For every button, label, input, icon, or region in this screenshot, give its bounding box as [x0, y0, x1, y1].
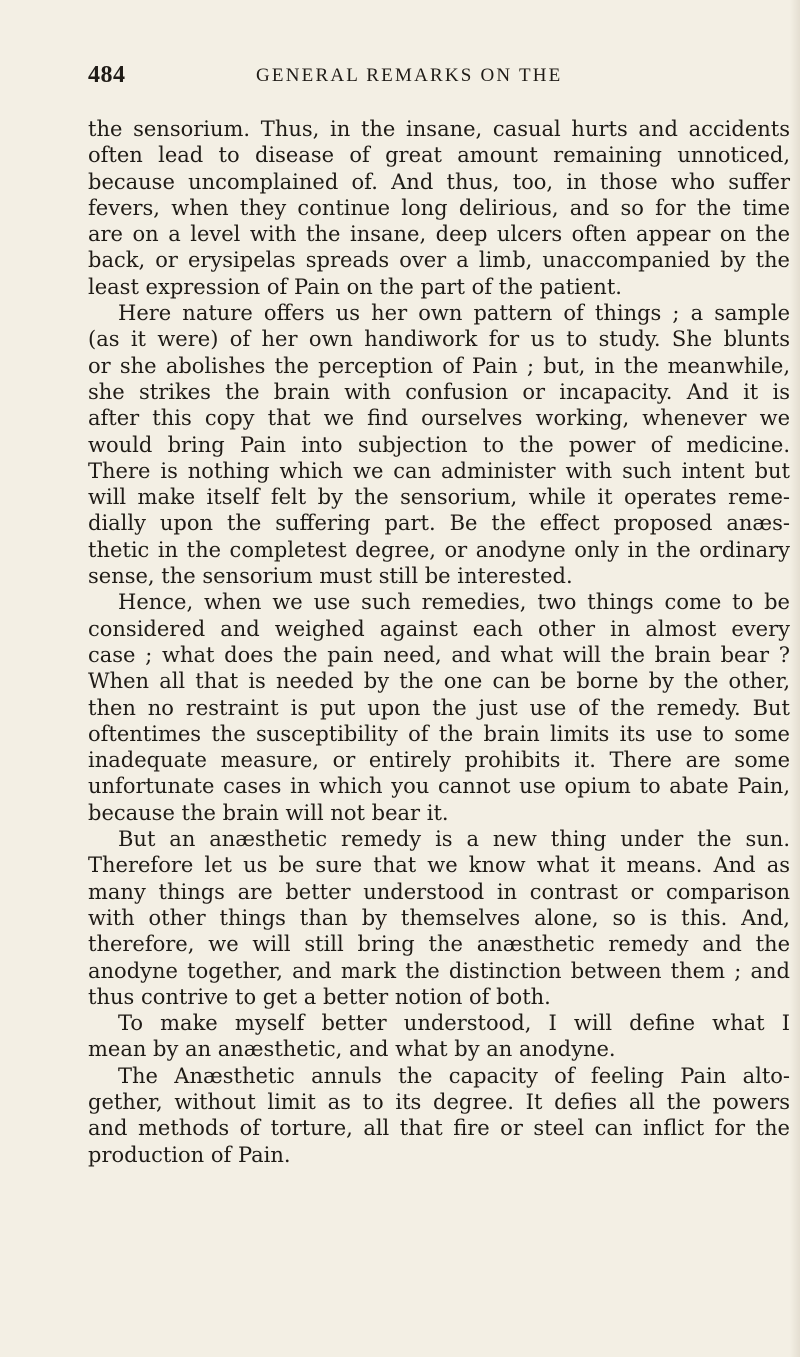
text-line: she strikes the brain with confusion or incapacity. And it is: [88, 379, 790, 404]
page-edge-shadow: [790, 0, 800, 1357]
text-line: Hence, when we use such remedies, two things come to be: [118, 590, 790, 615]
text-line: To make myself better understood, I will define what I: [118, 1011, 790, 1036]
page-number: 484: [88, 62, 126, 88]
text-line: fevers, when they continue long delirious, and so for the time: [88, 195, 790, 220]
text-line: anodyne together, and mark the distinction between them ; and: [88, 958, 790, 983]
text-line: the sensorium. Thus, in the insane, casual hurts and accidents: [88, 117, 790, 141]
text-line: thus contrive to get a better notion of both.: [88, 984, 551, 1009]
text-line: mean by an anæsthetic, and what by an anodyne.: [88, 1037, 616, 1062]
text-line: because the brain will not bear it.: [88, 800, 449, 825]
text-line: often lead to disease of great amount remaining unnoticed,: [88, 143, 790, 168]
text-line: Therefore let us be sure that we know what it means. And as: [88, 853, 790, 878]
text-line: and methods of torture, all that fire or steel can inflict for the: [88, 1116, 790, 1141]
text-line: (as it were) of her own handiwork for us to study. She blunts: [88, 327, 790, 352]
text-line: oftentimes the susceptibility of the brain limits its use to some: [88, 721, 790, 746]
text-line: or she abolishes the perception of Pain ; but, in the meanwhile,: [88, 353, 790, 378]
text-line: many things are better understood in contrast or comparison: [88, 879, 790, 904]
text-line: sense, the sensorium must still be interested.: [88, 564, 573, 589]
text-line: least expression of Pain on the part of the patient.: [88, 274, 622, 299]
text-line: Here nature offers us her own pattern of things ; a sample: [118, 301, 790, 326]
text-line: thetic in the completest degree, or anodyne only in the ordinary: [88, 537, 790, 562]
text-line: When all that is needed by the one can be borne by the other,: [88, 669, 790, 694]
text-line: production of Pain.: [88, 1142, 291, 1167]
text-line: considered and weighed against each other in almost every: [88, 616, 790, 641]
text-line: because uncomplained of. And thus, too, in those who suffer: [88, 169, 790, 194]
text-line: with other things than by themselves alone, so is this. And,: [88, 905, 790, 930]
text-line: back, or erysipelas spreads over a limb, unaccompanied by the: [88, 248, 790, 273]
text-line: will make itself felt by the sensorium, while it operates reme-: [88, 485, 790, 510]
text-line: There is nothing which we can administer with such intent but: [88, 458, 790, 483]
text-line: then no restraint is put upon the just use of the remedy. But: [88, 695, 790, 720]
running-head: [88, 62, 708, 92]
text-line: The Anæsthetic annuls the capacity of feeling Pain alto-: [118, 1063, 790, 1088]
text-line: dially upon the suffering part. Be the effect proposed anæs-: [88, 511, 790, 536]
text-line: inadequate measure, or entirely prohibits it. There are some: [88, 748, 790, 773]
running-title: GENERAL REMARKS ON THE: [256, 65, 563, 86]
body-text: [88, 116, 790, 1168]
text-line: are on a level with the insane, deep ulcers often appear on the: [88, 222, 790, 247]
text-line: unfortunate cases in which you cannot use opium to abate Pain,: [88, 774, 790, 799]
text-line: therefore, we will still bring the anæsthetic remedy and the: [88, 932, 790, 957]
text-line: would bring Pain into subjection to the power of medicine.: [88, 432, 790, 457]
text-line: gether, without limit as to its degree. It defies all the powers: [88, 1089, 790, 1114]
text-line: But an anæsthetic remedy is a new thing under the sun.: [118, 827, 790, 852]
text-line: case ; what does the pain need, and what will the brain bear ?: [88, 642, 790, 667]
text-line: after this copy that we find ourselves working, whenever we: [88, 406, 790, 431]
